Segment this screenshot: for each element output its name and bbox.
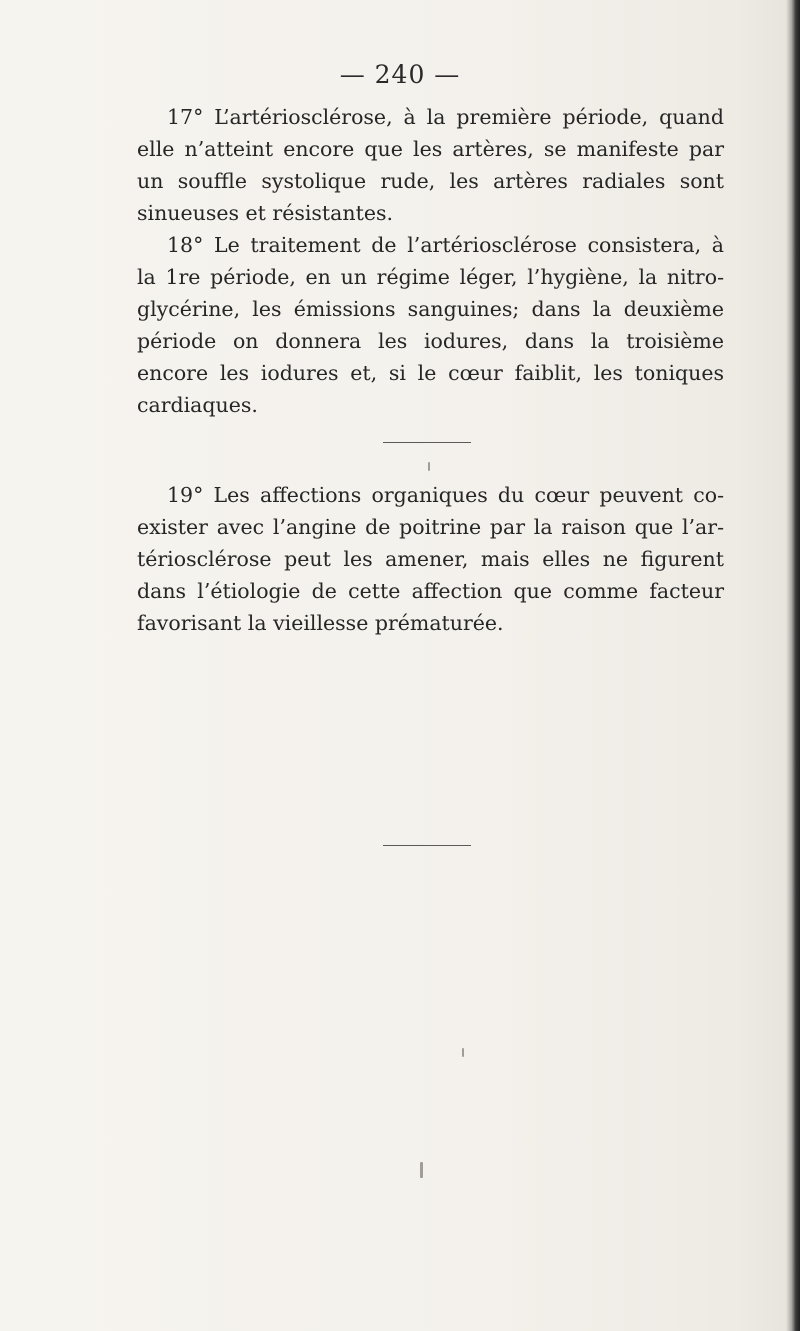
paragraph-19: 19° Les affections organiques du cœur peuvent co-exister avec l’angine de poitrine par la raison que l’ar-tériosclérose peut les amener, mais elles ne figurent dans l’étiologie de cette affection que comme facteur favorisant la vieillesse prématurée. xyxy=(137,483,724,635)
end-divider-rule xyxy=(383,845,471,846)
paper-speck xyxy=(462,1048,464,1057)
paper-speck xyxy=(428,462,430,471)
page-edge-shadow xyxy=(786,0,800,1331)
page-number: — 240 — xyxy=(339,60,461,89)
paper-speck xyxy=(420,1162,423,1178)
text-block-bottom xyxy=(137,479,724,639)
paragraph-17: 17° L’artériosclérose, à la première période, quand elle n’atteint encore que les artères, se manifeste par un souffle systolique rude, les artères radiales sont sinueuses et résistantes. xyxy=(137,105,724,225)
text-block-top xyxy=(137,101,724,421)
section-divider-rule xyxy=(383,442,471,443)
paragraph-18: 18° Le traitement de l’artériosclérose consistera, à la 1re période, en un régime léger, l’hygiène, la nitro-glycérine, les émissions sanguines; dans la deuxième période on donnera les iodures, dans la troisième encore les iodures et, si le cœur faiblit, les toniques cardiaques. xyxy=(137,233,724,417)
